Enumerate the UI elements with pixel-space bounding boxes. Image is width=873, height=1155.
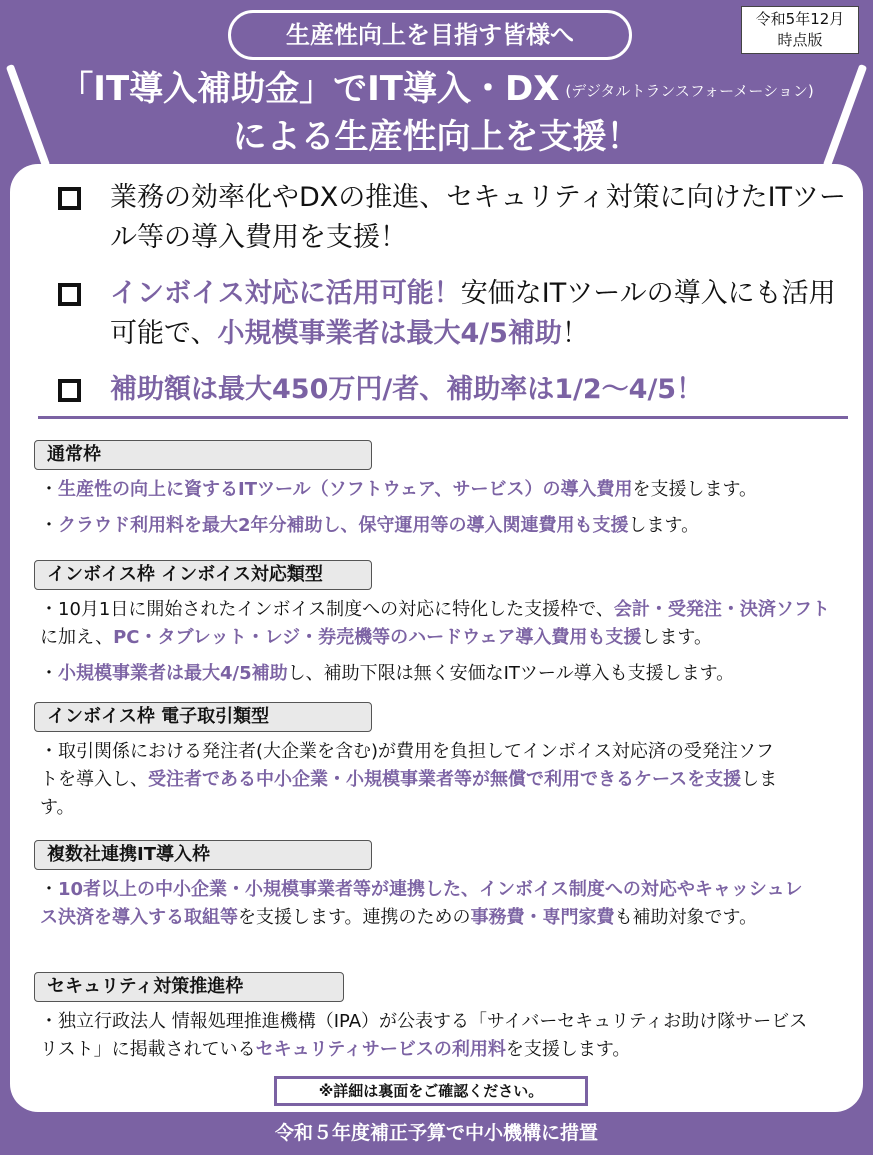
content-card <box>10 164 863 1112</box>
checkbox-square-icon <box>58 283 81 306</box>
text-fragment: ・独立行政法人 情報処理推進機構（IPA）が公表する「サイバーセキュリティお助け隊サービスリスト」に掲載されている <box>40 1011 808 1060</box>
section-invoice-para-2 <box>40 660 840 688</box>
bullet-3-text: 補助額は最大450万円/者、補助率は1/2〜4/5！ <box>110 374 704 405</box>
section-label-electronic-trade: インボイス枠 電子取引類型 <box>34 702 372 732</box>
section-divider <box>38 416 848 419</box>
text-highlight: 事務費・専門家費 <box>470 907 615 928</box>
text-highlight: クラウド利用料を最大2年分補助し、保守運用等の導入関連費用も支援 <box>58 515 629 536</box>
text-fragment: を支援します。連携のための <box>238 907 471 928</box>
text-highlight: PC・タブレット・レジ・券売機等のハードウェア導入費用も支援 <box>113 627 642 648</box>
audience-pill: 生産性向上を目指す皆様へ <box>228 10 632 60</box>
section-text-standard <box>40 476 840 548</box>
text-highlight: 受注者である中小企業・小規模事業者等が無償で利用できるケースを支援 <box>148 769 742 790</box>
version-date-line1: 令和5年12月 <box>755 10 845 28</box>
text-fragment: ・ <box>40 515 58 536</box>
section-standard-para-1 <box>40 476 840 504</box>
text-fragment: を支援します。 <box>505 1039 631 1060</box>
checkbox-square-icon <box>58 187 81 210</box>
section-text-security <box>40 1008 810 1072</box>
bullet-1 <box>58 178 848 258</box>
text-fragment: します。 <box>641 627 712 648</box>
version-date-line2: 時点版 <box>777 31 823 49</box>
checkbox-square-icon <box>58 379 81 402</box>
section-label-multi-company: 複数社連携IT導入枠 <box>34 840 372 870</box>
bullet-2-highlight-1: インボイス対応に活用可能！ <box>110 278 461 309</box>
headline <box>0 66 873 160</box>
text-highlight: セキュリティサービスの利用料 <box>255 1039 506 1060</box>
text-fragment: し、補助下限は無く安価なITツール導入も支援します。 <box>287 663 735 684</box>
bullet-2-highlight-2: 小規模事業者は最大4/5補助 <box>217 318 562 349</box>
text-fragment: を支援します。 <box>632 479 758 500</box>
headline-line1-small: (デジタルトランスフォーメーション) <box>565 81 814 100</box>
section-label-security: セキュリティ対策推進枠 <box>34 972 344 1002</box>
text-fragment: します。 <box>40 769 778 818</box>
headline-line1 <box>0 66 873 114</box>
section-etrade-para-1 <box>40 738 780 822</box>
text-highlight: 会計・受発注・決済ソフト <box>613 599 830 620</box>
version-date-box <box>741 6 859 54</box>
text-fragment: ・取引関係における発注者(大企業を含む)が費用を負担してインボイス対応済の受発注ソフトを導入し、 <box>40 741 774 790</box>
text-fragment: します。 <box>628 515 700 536</box>
section-text-electronic-trade <box>40 738 780 830</box>
text-highlight: 小規模事業者は最大4/5補助 <box>58 663 288 684</box>
text-fragment: ・10月1日に開始されたインボイス制度への対応に特化した支援枠で、 <box>40 599 614 620</box>
section-standard-para-2 <box>40 512 840 540</box>
section-multi-para-1 <box>40 876 810 932</box>
text-highlight: 10者以上の中小企業・小規模事業者等が連携した、インボイス制度への対応やキャッシュレス決済を導入する取組等 <box>40 879 803 928</box>
section-security-para-1 <box>40 1008 810 1064</box>
text-highlight: 生産性の向上に資するITツール（ソフトウェア、サービス）の導入費用 <box>58 479 633 500</box>
footer-budget-note: 令和５年度補正予算で中小機構に措置 <box>274 1122 598 1144</box>
text-fragment: に加え、 <box>40 627 114 648</box>
bullet-2-plain-2: ！ <box>561 318 589 349</box>
headline-line1-text: 「IT導入補助金」でIT導入・DX <box>59 69 560 109</box>
bullet-2 <box>58 274 848 354</box>
section-text-invoice-support <box>40 596 840 696</box>
section-text-multi-company <box>40 876 810 940</box>
bullet-2-plain-1: 安価なITツールの導入にも活用可能で、 <box>110 278 836 349</box>
text-fragment: ・ <box>40 663 58 684</box>
section-label-standard: 通常枠 <box>34 440 372 470</box>
text-fragment: ・ <box>40 479 58 500</box>
text-fragment: も補助対象です。 <box>614 907 758 928</box>
see-reverse-notice: ※詳細は裏面をご確認ください。 <box>274 1076 588 1106</box>
text-fragment: ・ <box>40 879 58 900</box>
bullet-2-text <box>110 274 848 354</box>
section-invoice-para-1 <box>40 596 840 652</box>
bullet-1-text: 業務の効率化やDXの推進、セキュリティ対策に向けたITツール等の導入費用を支援！ <box>110 182 847 253</box>
headline-line2: による生産性向上を支援！ <box>232 116 641 157</box>
section-label-invoice-support: インボイス枠 インボイス対応類型 <box>34 560 372 590</box>
bullet-3 <box>58 370 848 410</box>
